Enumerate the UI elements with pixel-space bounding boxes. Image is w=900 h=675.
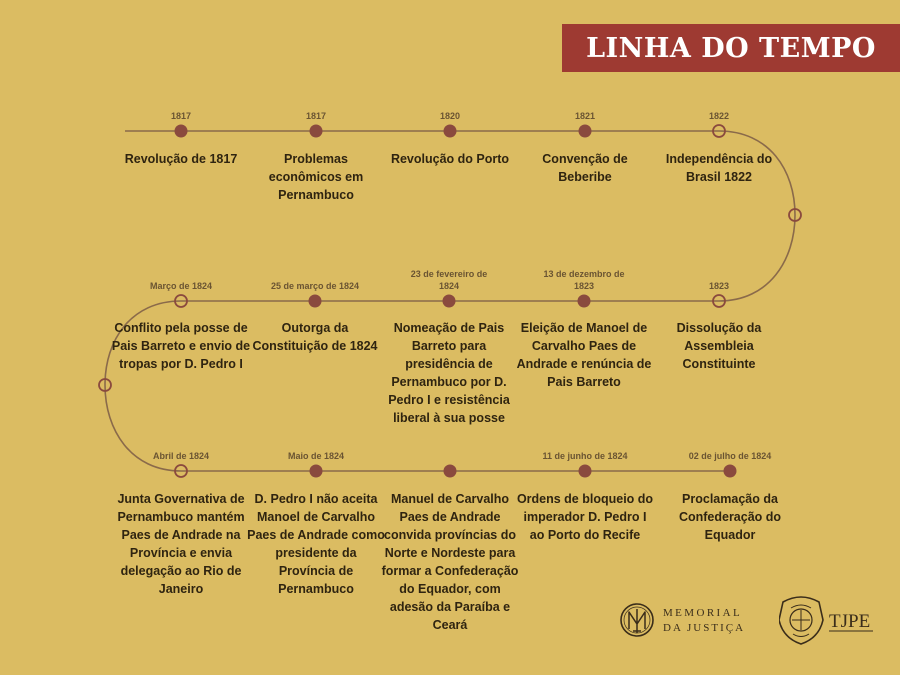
- page-title: LINHA DO TEMPO: [586, 32, 876, 64]
- event-date: 13 de dezembro de 1823: [543, 269, 625, 291]
- event-marker: [579, 465, 591, 477]
- event-date: 1821: [574, 111, 596, 121]
- tjpe-wordmark: TJPE: [829, 611, 871, 632]
- event-marker: [579, 125, 591, 137]
- title-banner: [562, 24, 900, 72]
- memorial-line1: MEMORIAL: [663, 607, 743, 619]
- event-date: 1822: [708, 111, 730, 121]
- event-label: Outorga da Constituição de 1824: [252, 321, 378, 353]
- event-label: Revolução do Porto: [390, 152, 510, 166]
- event-date: 1817: [170, 111, 192, 121]
- memorial-line2: DA JUSTIÇA: [663, 622, 746, 634]
- event-label: D. Pedro I não aceita Manoel de Carvalho Paes de Andrade como presidente da Província de Pernambuco: [247, 492, 385, 596]
- event-marker: [310, 125, 322, 137]
- event-label: Problemas econômicos em Pernambuco: [268, 152, 364, 202]
- event-date: 11 de junho de 1824: [542, 451, 628, 461]
- tjpe-seal-ornament: [791, 605, 811, 637]
- event-label: Proclamação da Confederação do Equador: [678, 492, 782, 542]
- event-marker: [175, 125, 187, 137]
- event-date: 25 de março de 1824: [270, 281, 360, 291]
- event-label: Independência do Brasil 1822: [665, 152, 773, 184]
- event-date: Março de 1824: [149, 281, 213, 291]
- event-date: 1817: [305, 111, 327, 121]
- event-marker: [724, 465, 736, 477]
- event-marker: [443, 295, 455, 307]
- event-date: Abril de 1824: [152, 451, 210, 461]
- memorial-emblem-glyph: [629, 609, 645, 633]
- event-marker: [310, 465, 322, 477]
- event-date: 1820: [439, 111, 461, 121]
- event-label: Nomeação de Pais Barreto para presidência de Pernambuco por D. Pedro I e resistência liberal à sua posse: [388, 321, 510, 425]
- event-marker: [444, 465, 456, 477]
- event-date: 23 de fevereiro de 1824: [410, 269, 488, 291]
- event-label: Eleição de Manoel de Carvalho Paes de Andrade e renúncia de Pais Barreto: [516, 321, 652, 389]
- memorial-da-justica-logo: [619, 600, 764, 640]
- event-date: Maio de 1824: [287, 451, 345, 461]
- event-marker: [444, 125, 456, 137]
- event-marker: [578, 295, 590, 307]
- event-label: Convenção de Beberibe: [542, 152, 628, 184]
- event-label: Dissolução da Assembleia Constituinte: [676, 321, 762, 371]
- event-date: 02 de julho de 1824: [688, 451, 772, 461]
- event-label: Ordens de bloqueio do imperador D. Pedro I ao Porto do Recife: [516, 492, 654, 542]
- tjpe-logo: [779, 594, 879, 646]
- event-label: Manuel de Carvalho Paes de Andrade convida províncias do Norte e Nordeste para formar a Confederação do Equador, com adesão da Paraíba e Ceará: [381, 492, 519, 632]
- event-label: Junta Governativa de Pernambuco mantém Paes de Andrade na Província e envia delegação ao Rio de Janeiro: [117, 492, 245, 596]
- event-label: Conflito pela posse de Pais Barreto e envio de tropas por D. Pedro I: [111, 321, 251, 371]
- event-date: 1823: [708, 281, 730, 291]
- event-label: Revolução de 1817: [124, 152, 238, 166]
- event-marker: [309, 295, 321, 307]
